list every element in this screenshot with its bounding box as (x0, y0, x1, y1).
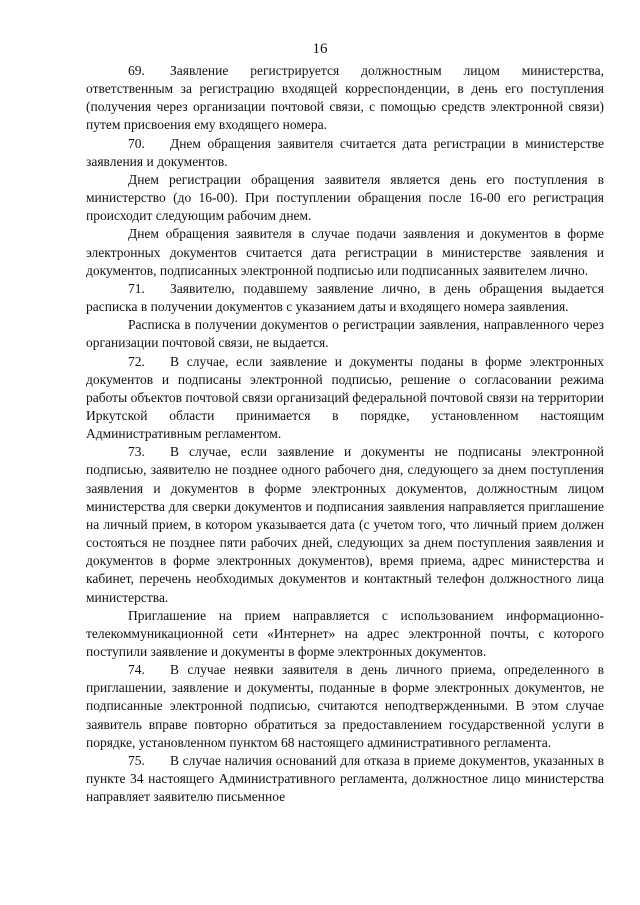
paragraph-text: Расписка в получении документов о регистрации заявления, направленного через организации почтовой связи, не выдается. (86, 317, 604, 351)
paragraph-number: 70. (128, 135, 145, 151)
paragraph-75 (86, 752, 604, 806)
paragraph-electronic-day (86, 225, 604, 279)
paragraph-74 (86, 661, 604, 752)
paragraph-text: Заявителю, подавшему заявление лично, в день обращения выдается расписка в получении документов с указанием даты и входящего номера заявления. (86, 280, 604, 315)
paragraph-70 (86, 135, 604, 171)
paragraph-text: Днем обращения заявителя считается дата регистрации в министерстве заявления и документов. (86, 135, 604, 169)
paragraph-number: 72. (128, 353, 145, 369)
paragraph-text: Днем обращения заявителя в случае подачи заявления и документов в форме электронных документов считается дата регистрации в министерстве заявления и документов, подписанных электронной подписью или подписанных заявителем лично. (86, 226, 604, 278)
paragraph-text: Днем регистрации обращения заявителя является день его поступления в министерство (до 16-00). При поступлении обращения после 16-00 его регистрация происходит следующим рабочим днем. (86, 171, 604, 224)
paragraph-registration-day (86, 171, 604, 225)
paragraph-text: Заявление регистрируется должностным лицом министерства, ответственным за регистрацию входящей корреспонденции, в день его поступления (получения через организации почтовой связи, с помощью средств электронной связи) путем присвоения ему входящего номера. (86, 63, 604, 133)
paragraph-number: 75. (128, 752, 145, 768)
paragraph-number: 73. (128, 444, 145, 460)
document-body (86, 62, 604, 806)
page-number: 16 (312, 41, 328, 57)
paragraph-text: В случае, если заявление и документы не подписаны электронной подписью, заявителю не позднее одного рабочего дня, следующего за днем поступления заявления и документов в форме электронных документов, должностным лицом министерства для сверки документов и подписания заявления направляется приглашение на личный прием, в котором указывается дата (с учетом того, что личный прием должен состояться не позднее пяти рабочих дней, следующих за днем поступления заявления и документов в форме электронных документов), время приема, адрес министерства и кабинет, перечень необходимых документов и контактный телефон должностного лица министерства. (86, 444, 604, 605)
paragraph-receipt (86, 316, 604, 352)
paragraph-69 (86, 62, 604, 135)
paragraph-invitation (86, 607, 604, 661)
paragraph-71 (86, 280, 604, 316)
paragraph-number: 74. (128, 662, 145, 678)
paragraph-text: В случае, если заявление и документы поданы в форме электронных документов и подписаны электронной подписью, решение о согласовании режима работы объектов почтовой связи организаций федеральной почтовой связи на территории Иркутской области принимается в порядке, установленном настоящим Административным регламентом. (86, 353, 604, 442)
paragraph-text: В случае неявки заявителя в день личного приема, определенного в приглашении, заявление и документы, поданные в форме электронных документов, не подписанные электронной подписью, считаются неподтвержденными. В этом случае заявитель вправе повторно обратиться за предоставлением государственной услуги в порядке, установленном пунктом 68 настоящего административного регламента. (86, 662, 604, 750)
paragraph-number: 69. (128, 63, 145, 78)
paragraph-number: 71. (128, 280, 145, 296)
paragraph-text: Приглашение на прием направляется с использованием информационно-телекоммуникационной сети «Интернет» на адрес электронной почты, с которого поступили заявление и документы в форме электронных документов. (86, 607, 604, 659)
paragraph-73 (86, 443, 604, 606)
paragraph-72 (86, 353, 604, 444)
paragraph-text: В случае наличия оснований для отказа в приеме документов, указанных в пункте 34 настоящего Административного регламента, должностное лицо министерства направляет заявителю письменное (86, 752, 604, 805)
